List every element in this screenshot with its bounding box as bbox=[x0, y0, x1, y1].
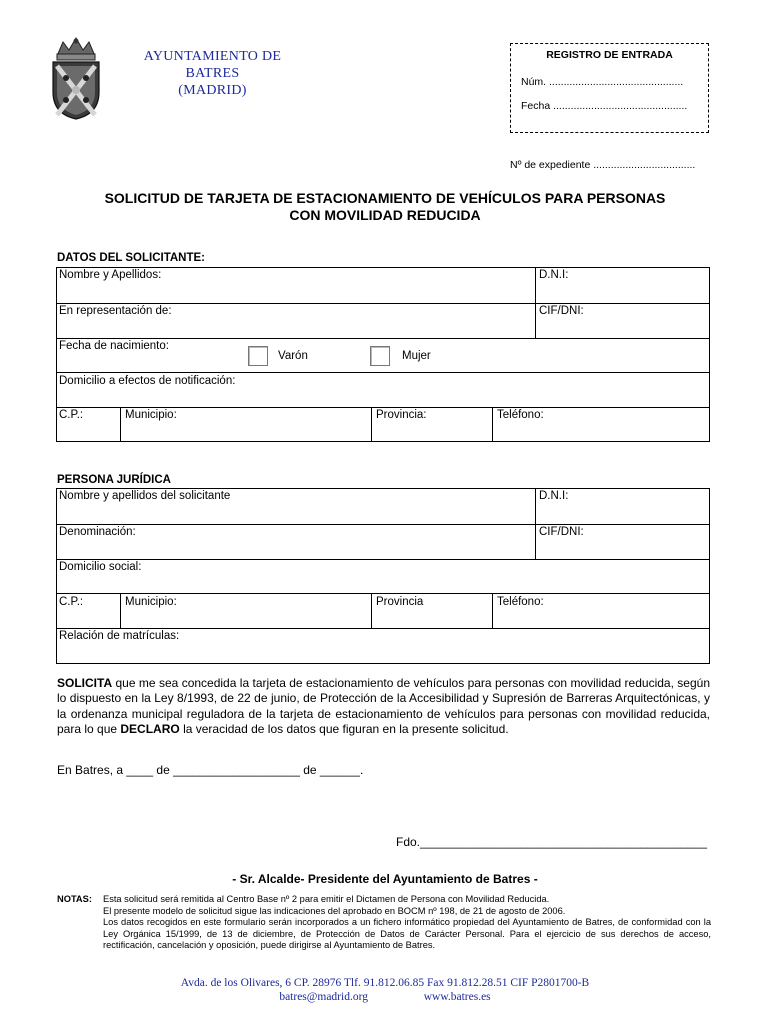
title-line-2: CON MOVILIDAD REDUCIDA bbox=[289, 207, 481, 223]
nota-3: Los datos recogidos en este formulario serán incorporados a un fichero informático propiedad del Ayuntamiento de Batres, de conformidad con la Ley Orgánica 15/1999, de 13 de diciembre, de Protección de Datos de Carácter Personal. Para el ejercicio de sus derechos de acceso, rectificación, cancelación y oposición, puede dirigirse al Ayuntamiento de Batres. bbox=[103, 917, 711, 951]
registro-title: REGISTRO DE ENTRADA bbox=[546, 49, 673, 61]
registro-entrada-box bbox=[510, 43, 709, 133]
field-domicilio[interactable]: Domicilio a efectos de notificación: bbox=[59, 375, 236, 387]
org-line-2: BATRES bbox=[185, 66, 240, 81]
registro-num[interactable]: Núm. .............................................. bbox=[521, 76, 684, 88]
coat-of-arms-icon bbox=[47, 36, 105, 120]
nota-2: El presente modelo de solicitud sigue las indicaciones del aprobado en BOCM nº 198, de 21 de agosto de 2006. bbox=[103, 905, 566, 916]
field-nombre-solicitante[interactable]: Nombre y apellidos del solicitante bbox=[59, 490, 231, 502]
checkbox-varon[interactable] bbox=[248, 346, 268, 366]
field-juridica-provincia[interactable]: Provincia bbox=[376, 596, 424, 608]
notas-label: NOTAS: bbox=[57, 894, 92, 904]
field-juridica-dni[interactable]: D.N.I: bbox=[539, 490, 569, 502]
solicita-keyword: SOLICITA bbox=[57, 676, 113, 690]
field-cif[interactable]: CIF/DNI: bbox=[539, 305, 584, 317]
fecha-line[interactable]: En Batres, a ____ de ___________________ de ______. bbox=[57, 763, 364, 777]
label-varon: Varón bbox=[278, 350, 308, 362]
declaro-keyword: DECLARO bbox=[120, 722, 180, 737]
field-municipio[interactable]: Municipio: bbox=[125, 409, 177, 421]
section-heading-juridica: PERSONA JURÍDICA bbox=[57, 474, 171, 486]
footer-address: Avda. de los Olivares, 6 CP. 28976 Tlf. 91.812.06.85 Fax 91.812.28.51 CIF P2801700-B bbox=[180, 977, 590, 989]
field-representacion[interactable]: En representación de: bbox=[59, 305, 172, 317]
field-matriculas[interactable]: Relación de matrículas: bbox=[59, 630, 180, 642]
field-juridica-cif[interactable]: CIF/DNI: bbox=[539, 526, 584, 538]
org-line-1: AYUNTAMIENTO DE bbox=[143, 49, 282, 64]
destinatario: - Sr. Alcalde- Presidente del Ayuntamiento de Batres - bbox=[232, 872, 538, 886]
solicitante-table bbox=[56, 267, 710, 442]
field-juridica-telefono[interactable]: Teléfono: bbox=[497, 596, 544, 608]
field-domicilio-social[interactable]: Domicilio social: bbox=[59, 561, 142, 573]
title-line-1: SOLICITUD DE TARJETA DE ESTACIONAMIENTO DE VEHÍCULOS PARA PERSONAS bbox=[104, 190, 666, 206]
solicita-text-2: la veracidad de los datos que figuran en la presente solicitud. bbox=[179, 722, 509, 737]
footer-email[interactable]: batres@madrid.org bbox=[279, 991, 368, 1003]
nota-1: Esta solicitud será remitida al Centro Base nº 2 para emitir el Dictamen de Persona con Movilidad Reducida. bbox=[103, 894, 550, 904]
field-denominacion[interactable]: Denominación: bbox=[59, 526, 136, 538]
field-juridica-cp[interactable]: C.P.: bbox=[59, 596, 84, 608]
solicita-paragraph bbox=[57, 676, 710, 738]
registro-fecha[interactable]: Fecha .............................................. bbox=[521, 100, 688, 112]
expediente-number[interactable]: Nº de expediente ................................... bbox=[510, 159, 696, 171]
field-dni[interactable]: D.N.I: bbox=[539, 269, 569, 281]
footer-web[interactable]: www.batres.es bbox=[423, 991, 491, 1003]
notas-block bbox=[57, 894, 711, 960]
field-provincia[interactable]: Provincia: bbox=[376, 409, 427, 421]
page-title bbox=[40, 190, 730, 224]
field-nombre[interactable]: Nombre y Apellidos: bbox=[59, 269, 162, 281]
org-line-3: (MADRID) bbox=[178, 83, 247, 98]
firma-line[interactable]: Fdo.___________________________________________ bbox=[396, 835, 707, 849]
field-cp[interactable]: C.P.: bbox=[59, 409, 84, 421]
solicita-text-1: que me sea concedida la tarjeta de estacionamiento de vehículos para personas con movilidad reducida, según lo dispuesto en la Ley 8/1993, de 22 de junio, de Protección de la Accesibilidad y Supresión de Barreras Arquitectónicas, y la ordenanza municipal reguladora de la tarjeta de estacionamiento de vehículos para personas con movilidad reducida, para lo que bbox=[57, 676, 710, 737]
footer-contacts bbox=[100, 990, 670, 1004]
field-nacimiento[interactable]: Fecha de nacimiento: bbox=[59, 340, 169, 352]
footer bbox=[100, 976, 670, 1004]
checkbox-mujer[interactable] bbox=[370, 346, 390, 366]
label-mujer: Mujer bbox=[402, 350, 431, 362]
section-heading-solicitante: DATOS DEL SOLICITANTE: bbox=[57, 252, 206, 264]
juridica-table bbox=[56, 488, 710, 664]
field-juridica-municipio[interactable]: Municipio: bbox=[125, 596, 177, 608]
field-telefono[interactable]: Teléfono: bbox=[497, 409, 544, 421]
municipality-name bbox=[110, 48, 315, 99]
